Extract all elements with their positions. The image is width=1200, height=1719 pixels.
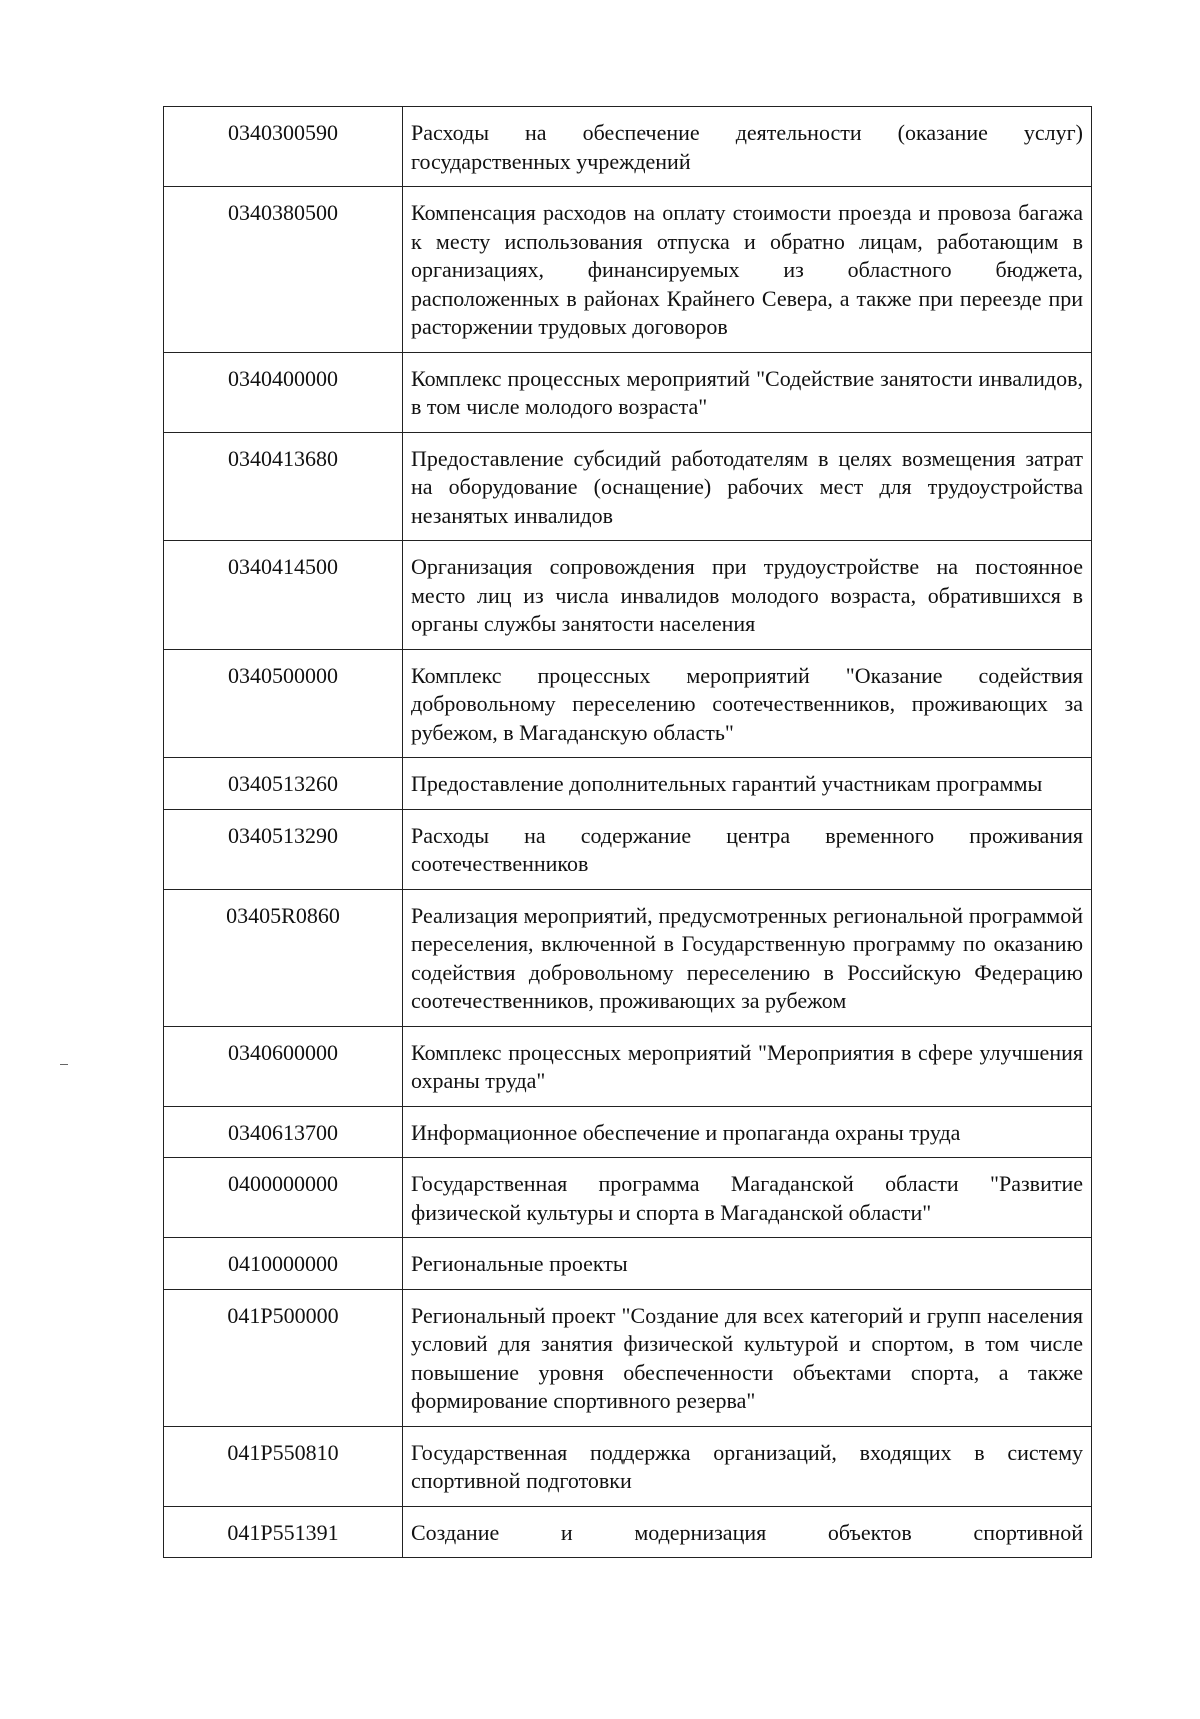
code-cell: 0340613700 <box>164 1106 403 1158</box>
description-cell: Региональные проекты <box>403 1238 1092 1290</box>
code-cell: 0410000000 <box>164 1238 403 1290</box>
table-row <box>164 1158 1092 1238</box>
description-cell: Информационное обеспечение и пропаганда охраны труда <box>403 1106 1092 1158</box>
code-cell: 0340413680 <box>164 432 403 541</box>
code-cell: 041P551391 <box>164 1506 403 1558</box>
code-cell: 0340513260 <box>164 758 403 810</box>
description-cell: Предоставление дополнительных гарантий участникам программы <box>403 758 1092 810</box>
code-cell: 0340500000 <box>164 649 403 758</box>
description-cell: Создание и модернизация объектов спортивной <box>403 1506 1092 1558</box>
description-cell: Комплекс процессных мероприятий "Оказание содействия добровольному переселению соотечественников, проживающих за рубежом, в Магаданскую область" <box>403 649 1092 758</box>
code-cell: 041P500000 <box>164 1289 403 1426</box>
table-row <box>164 1238 1092 1290</box>
table-row <box>164 649 1092 758</box>
table-row <box>164 432 1092 541</box>
table-row <box>164 1026 1092 1106</box>
code-cell: 0400000000 <box>164 1158 403 1238</box>
table-row <box>164 889 1092 1026</box>
margin-mark <box>60 1064 68 1065</box>
table-row <box>164 1506 1092 1558</box>
table-row <box>164 1106 1092 1158</box>
table-row <box>164 809 1092 889</box>
description-cell: Комплекс процессных мероприятий "Мероприятия в сфере улучшения охраны труда" <box>403 1026 1092 1106</box>
code-cell: 0340513290 <box>164 809 403 889</box>
description-cell: Предоставление субсидий работодателям в целях возмещения затрат на оборудование (оснащение) рабочих мест для трудоустройства незанятых инвалидов <box>403 432 1092 541</box>
table-row <box>164 107 1092 187</box>
table-row <box>164 1426 1092 1506</box>
description-cell: Региональный проект "Создание для всех категорий и групп населения условий для занятия физической культурой и спортом, в том числе повышение уровня обеспеченности объектами спорта, а также формирование спортивного резерва" <box>403 1289 1092 1426</box>
description-cell: Государственная поддержка организаций, входящих в систему спортивной подготовки <box>403 1426 1092 1506</box>
code-cell: 0340300590 <box>164 107 403 187</box>
description-cell: Расходы на обеспечение деятельности (оказание услуг) государственных учреждений <box>403 107 1092 187</box>
table-row <box>164 187 1092 353</box>
description-cell: Компенсация расходов на оплату стоимости проезда и провоза багажа к месту использования отпуска и обратно лицам, работающим в организациях, финансируемых из областного бюджета, расположенных в районах Крайнего Севера, а также при переезде при расторжении трудовых договоров <box>403 187 1092 353</box>
code-cell: 0340414500 <box>164 541 403 650</box>
description-cell: Комплекс процессных мероприятий "Содействие занятости инвалидов, в том числе молодого возраста" <box>403 352 1092 432</box>
table-row <box>164 352 1092 432</box>
table-row <box>164 1289 1092 1426</box>
description-cell: Расходы на содержание центра временного проживания соотечественников <box>403 809 1092 889</box>
code-cell: 041P550810 <box>164 1426 403 1506</box>
code-cell: 0340400000 <box>164 352 403 432</box>
table-row <box>164 541 1092 650</box>
table-row <box>164 758 1092 810</box>
description-cell: Реализация мероприятий, предусмотренных региональной программой переселения, включенной в Государственную программу по оказанию содействия добровольному переселению в Российскую Федерацию соотечественников, проживающих за рубежом <box>403 889 1092 1026</box>
code-cell: 03405R0860 <box>164 889 403 1026</box>
budget-code-table <box>163 106 1092 1558</box>
description-cell: Организация сопровождения при трудоустройстве на постоянное место лиц из числа инвалидов молодого возраста, обратившихся в органы службы занятости населения <box>403 541 1092 650</box>
code-cell: 0340380500 <box>164 187 403 353</box>
description-cell: Государственная программа Магаданской области "Развитие физической культуры и спорта в Магаданской области" <box>403 1158 1092 1238</box>
code-cell: 0340600000 <box>164 1026 403 1106</box>
